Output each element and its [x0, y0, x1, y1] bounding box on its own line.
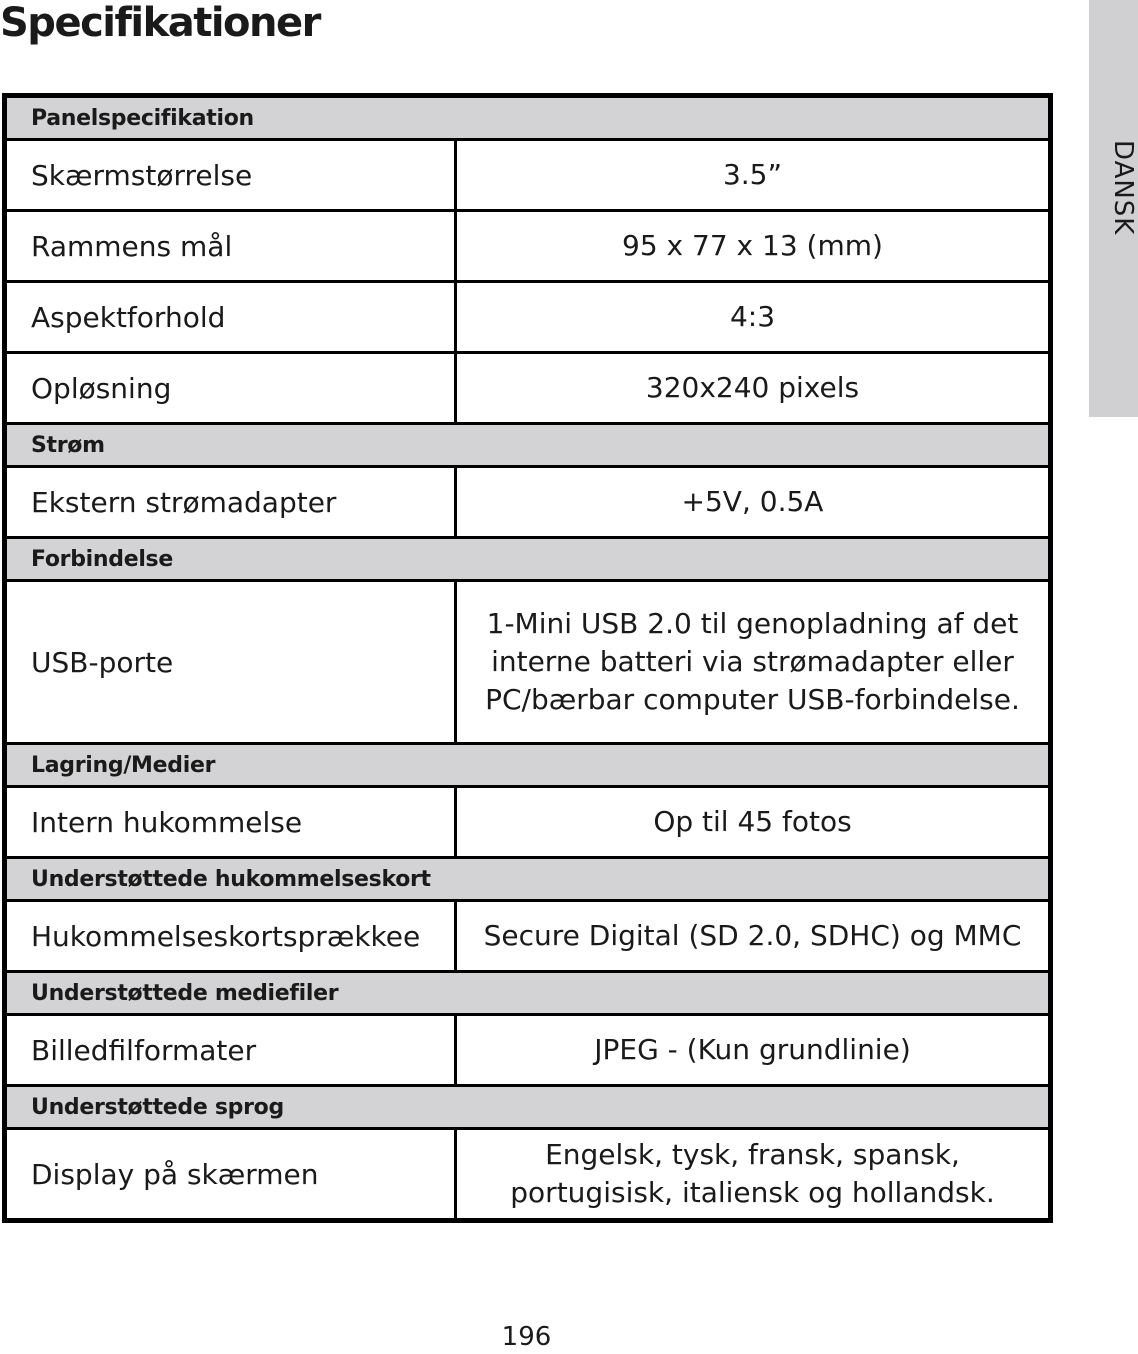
- table-row: [5, 467, 1051, 538]
- spec-value: 320x240 pixels: [456, 353, 1051, 424]
- spec-label: Rammens mål: [5, 211, 456, 282]
- section-header: [5, 972, 1051, 1015]
- section-heading-languages: Understøttede sprog: [5, 1086, 1051, 1129]
- specifications-table: [2, 93, 1053, 1223]
- spec-value: Engelsk, tysk, fransk, spansk, portugisisk, italiensk og hollandsk.: [456, 1129, 1051, 1221]
- spec-value: 3.5”: [456, 140, 1051, 211]
- spec-value: Secure Digital (SD 2.0, SDHC) og MMC: [456, 901, 1051, 972]
- spec-label: Billedfilformater: [5, 1015, 456, 1086]
- section-header: [5, 1086, 1051, 1129]
- table-row: [5, 1015, 1051, 1086]
- section-header: [5, 424, 1051, 467]
- table-row: [5, 787, 1051, 858]
- spec-label: Aspektforhold: [5, 282, 456, 353]
- spec-label: Ekstern strømadapter: [5, 467, 456, 538]
- section-heading-memory-cards: Understøttede hukommelseskort: [5, 858, 1051, 901]
- table-row: [5, 901, 1051, 972]
- table-row: [5, 282, 1051, 353]
- spec-label: Display på skærmen: [5, 1129, 456, 1221]
- section-heading-power: Strøm: [5, 424, 1051, 467]
- spec-label: Skærmstørrelse: [5, 140, 456, 211]
- spec-value: 95 x 77 x 13 (mm): [456, 211, 1051, 282]
- spec-label: Hukommelseskortsprækkee: [5, 901, 456, 972]
- spec-label: Opløsning: [5, 353, 456, 424]
- spec-value: Op til 45 fotos: [456, 787, 1051, 858]
- spec-label: Intern hukommelse: [5, 787, 456, 858]
- spec-value: +5V, 0.5A: [456, 467, 1051, 538]
- table-row: [5, 581, 1051, 744]
- page-title: Specifikationer: [0, 0, 320, 46]
- section-heading-storage: Lagring/Medier: [5, 744, 1051, 787]
- section-header: [5, 744, 1051, 787]
- language-tab-label: DANSK: [1108, 140, 1138, 236]
- section-header: [5, 538, 1051, 581]
- table-row: [5, 211, 1051, 282]
- section-header: [5, 858, 1051, 901]
- section-header: [5, 96, 1051, 140]
- table-row: [5, 1129, 1051, 1221]
- section-heading-media-files: Understøttede mediefiler: [5, 972, 1051, 1015]
- spec-value: JPEG - (Kun grundlinie): [456, 1015, 1051, 1086]
- spec-value: 4:3: [456, 282, 1051, 353]
- section-heading-panel: Panelspecifikation: [5, 96, 1051, 140]
- page-number: 196: [501, 1322, 552, 1352]
- section-heading-connection: Forbindelse: [5, 538, 1051, 581]
- spec-label: USB-porte: [5, 581, 456, 744]
- spec-value: 1-Mini USB 2.0 til genopladning af det interne batteri via strømadapter eller PC/bærbar computer USB-forbindelse.: [456, 581, 1051, 744]
- table-row: [5, 140, 1051, 211]
- table-row: [5, 353, 1051, 424]
